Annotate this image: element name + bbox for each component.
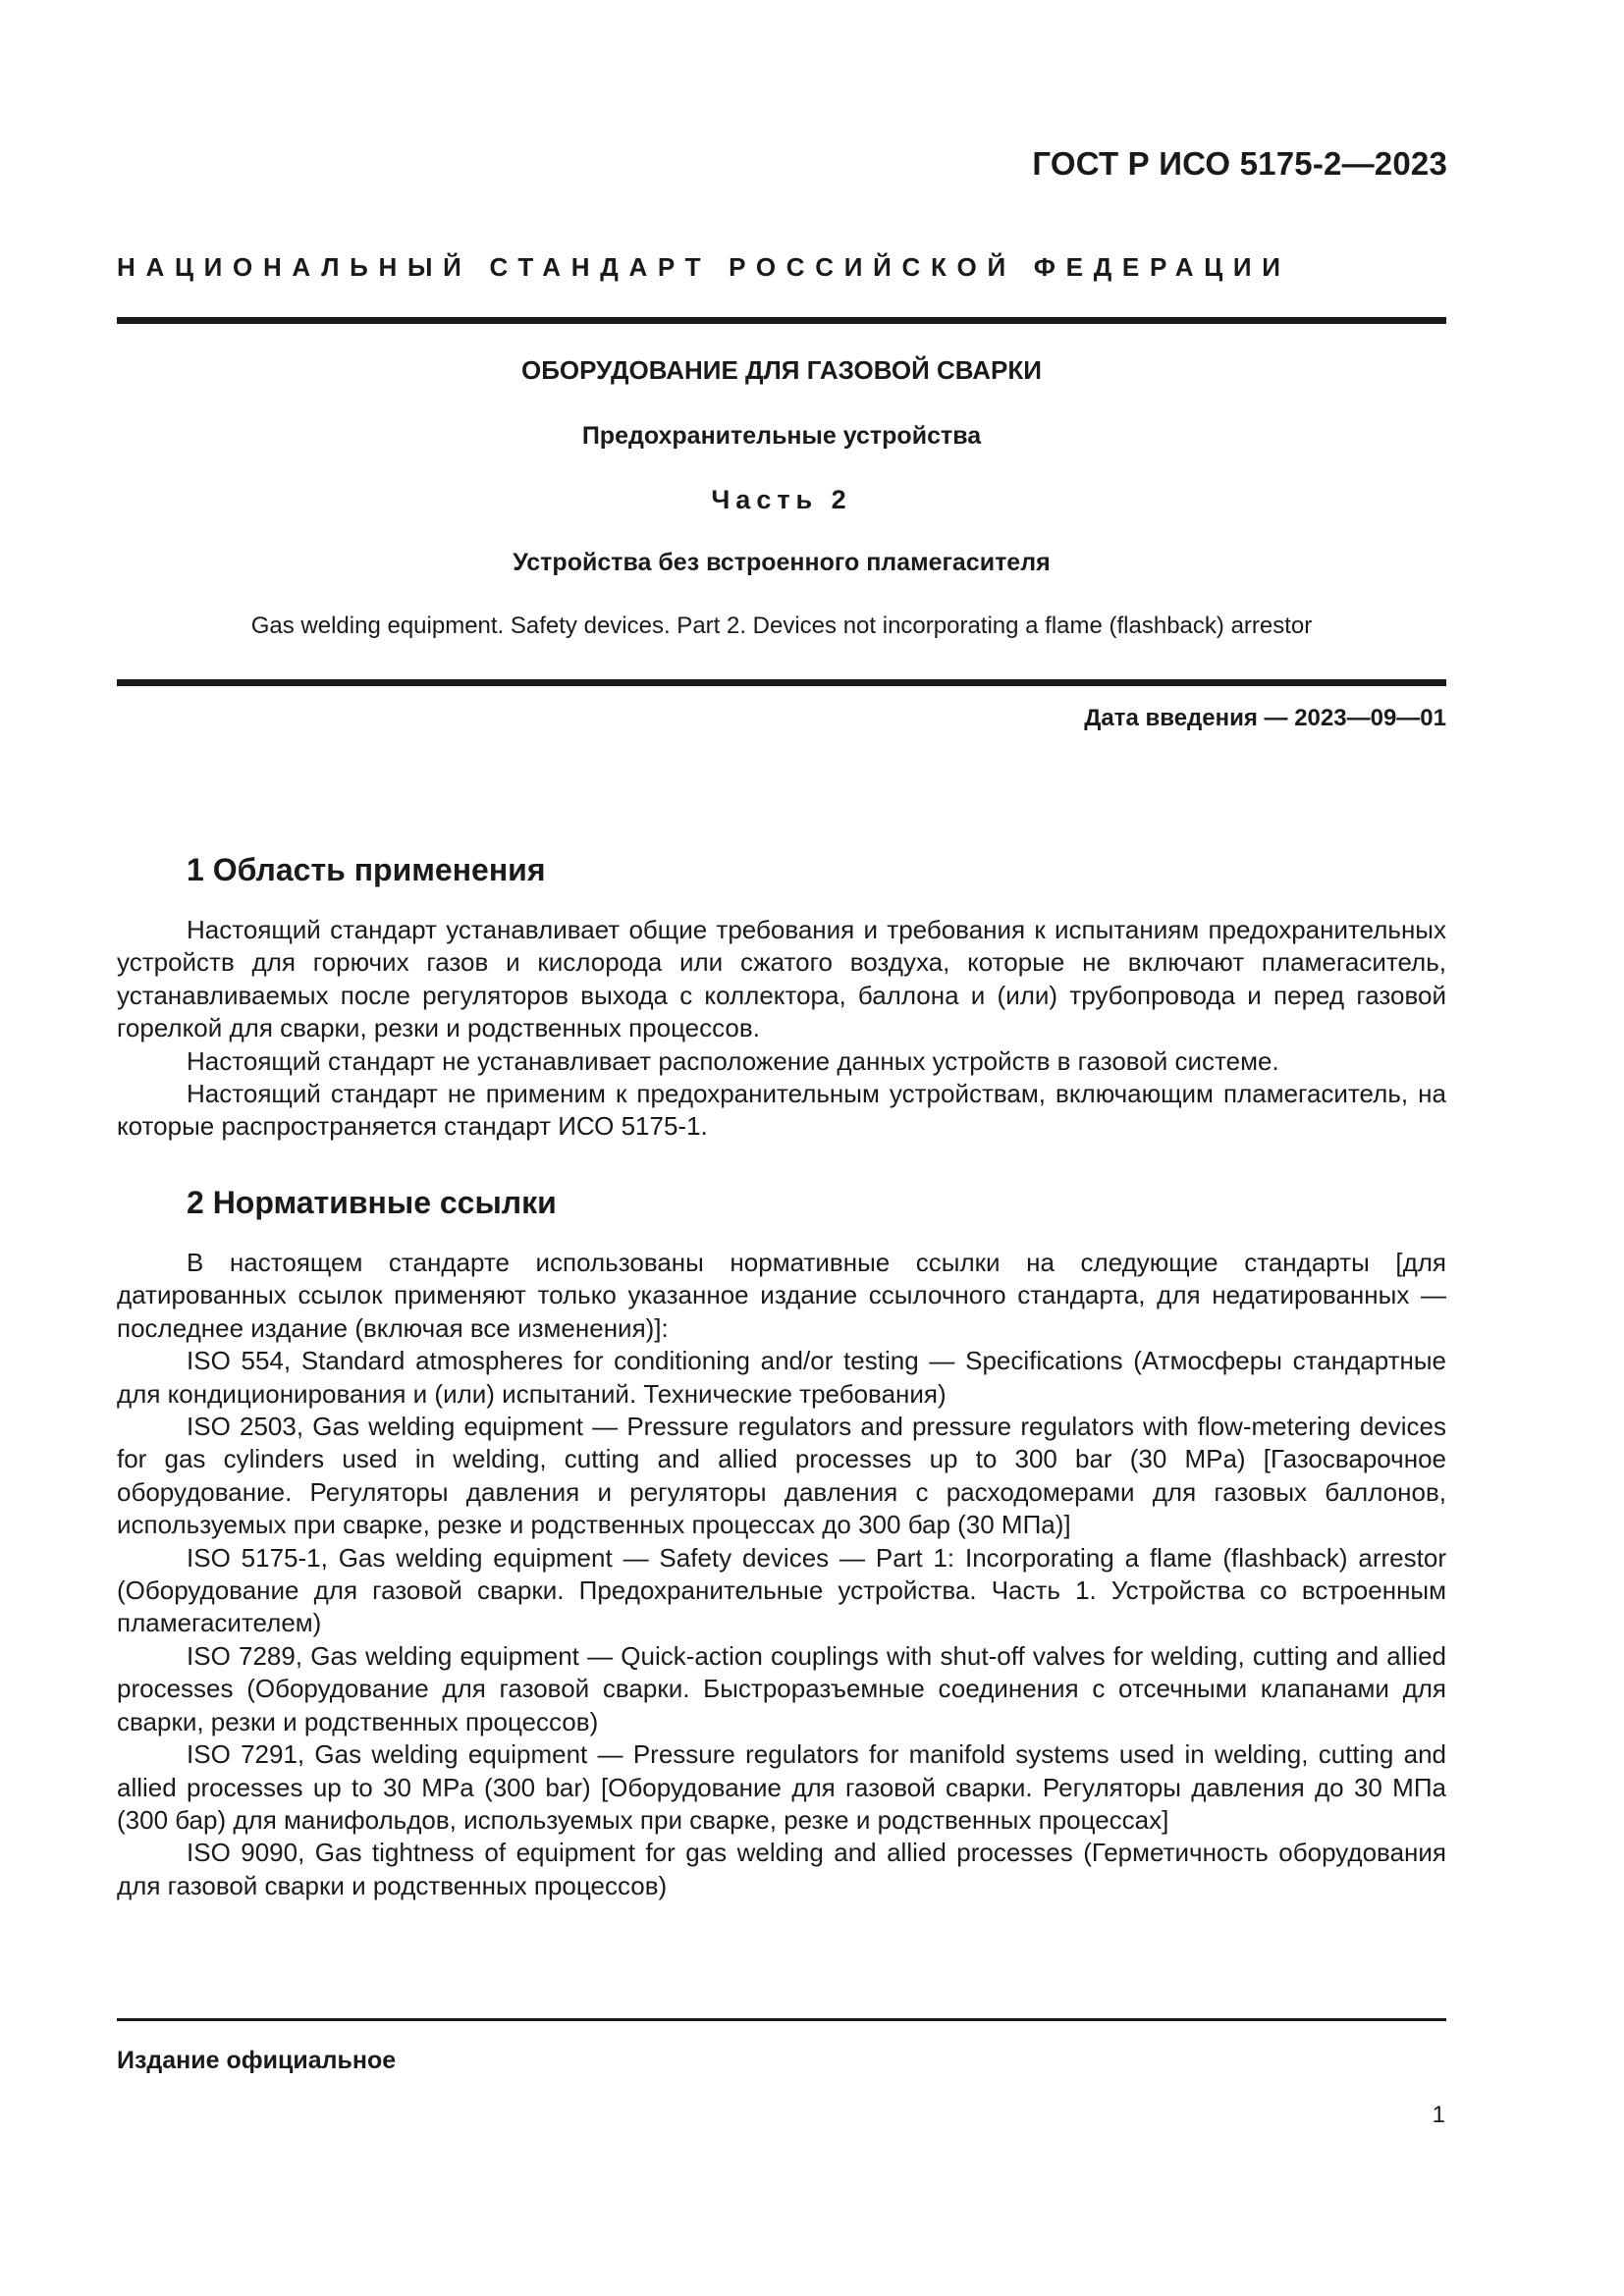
official-edition-label: Издание официальное [117, 2047, 397, 2074]
section-1-heading: 1 Область применения [187, 852, 546, 887]
reference-item: ISO 7289, Gas welding equipment — Quick-action couplings with shut-off valves for welding, cutting and allied processes (Оборудование для газовой сварки. Быстроразъемные соединения с отсечными клапанами для сварки, резки и родственных процессов) [117, 1640, 1446, 1736]
reference-item: ISO 9090, Gas tightness of equipment for gas welding and allied processes (Герметичность оборудования для газовой сварки и родственных процессов) [117, 1838, 1446, 1900]
document-code: ГОСТ Р ИСО 5175-2—2023 [1032, 145, 1447, 182]
section-2-heading: 2 Нормативные ссылки [187, 1185, 557, 1220]
paragraph: В настоящем стандарте использованы нормативные ссылки на следующие стандарты [для датированных ссылок применяют только указанное издание ссылочного стандарта, для недатированных — последнее издание (включая все изменения)]: [117, 1248, 1446, 1343]
header-divider [117, 317, 1446, 324]
reference-item: ISO 554, Standard atmospheres for conditioning and/or testing — Specifications (Атмосферы стандартные для кондиционирования и (или) испытаний. Технические требования) [117, 1346, 1446, 1409]
reference-item: ISO 5175-1, Gas welding equipment — Safety devices — Part 1: Incorporating a flame (flashback) arrestor (Оборудование для газовой сварки. Предохранительные устройства. Часть 1. Устройства со встроенным пламегасителем) [117, 1542, 1446, 1638]
section-2-body [117, 1247, 1446, 1902]
national-standard-banner: НАЦИОНАЛЬНЫЙ СТАНДАРТ РОССИЙСКОЙ ФЕДЕРАЦИИ [117, 252, 1291, 282]
footer-divider [117, 2018, 1446, 2021]
reference-item: ISO 2503, Gas welding equipment — Pressure regulators and pressure regulators with flow-metering devices for gas cylinders used in welding, cutting and allied processes up to 300 bar (30 MPa) [Газосварочное оборудование. Регуляторы давления и регуляторы давления с расходомерами для газовых баллонов, используемых при сварке, резке и родственных процессах до 300 бар (30 МПа)] [117, 1412, 1446, 1540]
document-title: ОБОРУДОВАНИЕ ДЛЯ ГАЗОВОЙ СВАРКИ [521, 355, 1042, 385]
paragraph: Настоящий стандарт не устанавливает расположение данных устройств в газовой системе. [187, 1045, 1279, 1076]
page-number: 1 [1432, 2102, 1445, 2128]
part-title: Устройства без встроенного пламегасителя [513, 549, 1051, 576]
section-1-body [117, 914, 1446, 1144]
paragraph: Настоящий стандарт устанавливает общие требования и требования к испытаниям предохранительных устройств для горючих газов и кислорода или сжатого воздуха, которые не включают пламегаситель, устанавливаемых после регуляторов выхода с коллектора, баллона и (или) трубопровода и перед газовой горелкой для сварки, резки и родственных процессов. [117, 915, 1446, 1043]
part-label: Часть 2 [711, 485, 852, 514]
introduction-date: Дата введения — 2023—09—01 [1084, 705, 1446, 731]
title-divider [117, 679, 1446, 686]
english-title: Gas welding equipment. Safety devices. Part 2. Devices not incorporating a flame (flashback) arrestor [250, 613, 1313, 639]
document-subtitle: Предохранительные устройства [581, 422, 982, 450]
reference-item: ISO 7291, Gas welding equipment — Pressure regulators for manifold systems used in welding, cutting and allied processes up to 30 MPa (300 bar) [Оборудование для газовой сварки. Регуляторы давления до 30 МПа (300 бар) для манифольдов, используемых при сварке, резке и родственных процессах] [117, 1739, 1446, 1835]
paragraph: Настоящий стандарт не применим к предохранительным устройствам, включающим пламегаситель, на которые распространяется стандарт ИСО 5175-1. [117, 1079, 1446, 1142]
